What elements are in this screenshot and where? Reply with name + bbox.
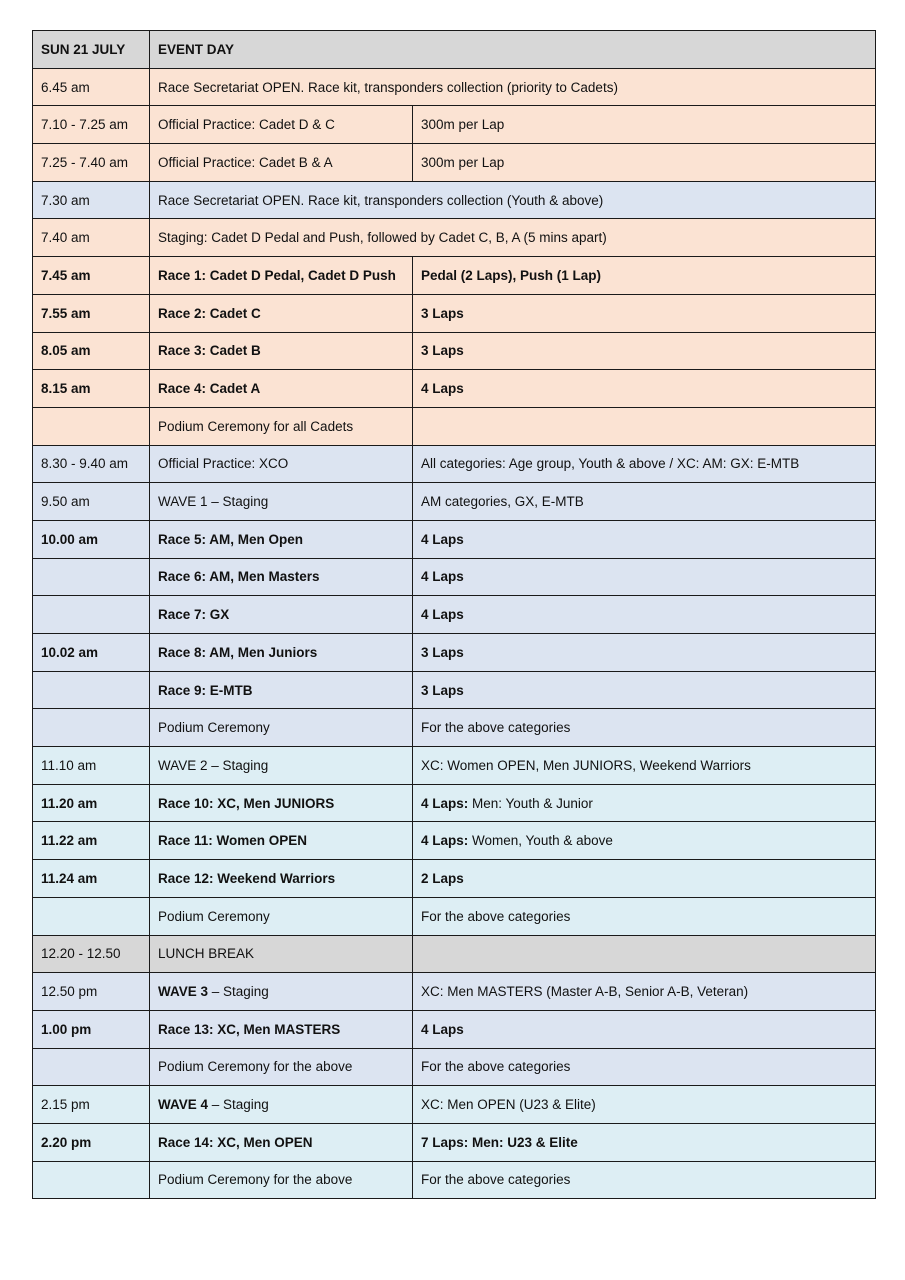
detail-cell bbox=[413, 822, 876, 860]
schedule-row bbox=[33, 483, 876, 521]
time-cell bbox=[33, 709, 150, 747]
time-cell bbox=[33, 897, 150, 935]
time-cell: 9.50 am bbox=[33, 483, 150, 521]
schedule-row bbox=[33, 897, 876, 935]
schedule-row bbox=[33, 596, 876, 634]
time-cell: 7.45 am bbox=[33, 257, 150, 295]
event-cell: Race 10: XC, Men JUNIORS bbox=[150, 784, 413, 822]
event-cell: Race 12: Weekend Warriors bbox=[150, 860, 413, 898]
time-cell bbox=[33, 558, 150, 596]
schedule-row bbox=[33, 144, 876, 182]
time-cell: 1.00 pm bbox=[33, 1010, 150, 1048]
schedule-row bbox=[33, 520, 876, 558]
schedule-row bbox=[33, 1123, 876, 1161]
time-cell: 8.30 - 9.40 am bbox=[33, 445, 150, 483]
detail-cell: 300m per Lap bbox=[413, 106, 876, 144]
detail-cell: 7 Laps: Men: U23 & Elite bbox=[413, 1123, 876, 1161]
time-cell: 12.20 - 12.50 bbox=[33, 935, 150, 973]
header-row bbox=[33, 31, 876, 69]
detail-cell: 4 Laps bbox=[413, 1010, 876, 1048]
detail-cell: 300m per Lap bbox=[413, 144, 876, 182]
event-cell: Official Practice: XCO bbox=[150, 445, 413, 483]
detail-cell: 3 Laps bbox=[413, 332, 876, 370]
time-cell: 6.45 am bbox=[33, 68, 150, 106]
event-label-bold: WAVE 3 bbox=[158, 984, 209, 1000]
event-cell: Race 3: Cadet B bbox=[150, 332, 413, 370]
detail-label-rest: Men: Youth & Junior bbox=[468, 795, 593, 811]
detail-cell: For the above categories bbox=[413, 1048, 876, 1086]
detail-cell bbox=[413, 407, 876, 445]
detail-cell: Pedal (2 Laps), Push (1 Lap) bbox=[413, 257, 876, 295]
time-cell: 7.10 - 7.25 am bbox=[33, 106, 150, 144]
schedule-row bbox=[33, 709, 876, 747]
detail-cell bbox=[413, 935, 876, 973]
event-cell: Official Practice: Cadet D & C bbox=[150, 106, 413, 144]
schedule-row bbox=[33, 445, 876, 483]
time-cell: 10.00 am bbox=[33, 520, 150, 558]
event-label-rest: – Staging bbox=[208, 984, 269, 1000]
schedule-row bbox=[33, 558, 876, 596]
schedule-row bbox=[33, 671, 876, 709]
detail-cell: XC: Men OPEN (U23 & Elite) bbox=[413, 1086, 876, 1124]
header-title: EVENT DAY bbox=[150, 31, 876, 69]
time-cell: 11.10 am bbox=[33, 747, 150, 785]
schedule-row bbox=[33, 1048, 876, 1086]
event-cell: Race 5: AM, Men Open bbox=[150, 520, 413, 558]
time-cell: 12.50 pm bbox=[33, 973, 150, 1011]
event-cell: Race 4: Cadet A bbox=[150, 370, 413, 408]
detail-cell: For the above categories bbox=[413, 897, 876, 935]
detail-cell: 4 Laps bbox=[413, 370, 876, 408]
time-cell: 11.20 am bbox=[33, 784, 150, 822]
event-cell bbox=[150, 1086, 413, 1124]
time-cell bbox=[33, 407, 150, 445]
event-cell: Podium Ceremony for all Cadets bbox=[150, 407, 413, 445]
time-cell: 8.15 am bbox=[33, 370, 150, 408]
schedule-row bbox=[33, 407, 876, 445]
detail-cell: 4 Laps bbox=[413, 596, 876, 634]
detail-cell: 4 Laps bbox=[413, 520, 876, 558]
schedule-body bbox=[33, 31, 876, 1199]
schedule-row bbox=[33, 332, 876, 370]
detail-cell bbox=[413, 784, 876, 822]
event-cell: Race 1: Cadet D Pedal, Cadet D Push bbox=[150, 257, 413, 295]
schedule-row bbox=[33, 370, 876, 408]
time-cell bbox=[33, 596, 150, 634]
event-cell: WAVE 2 – Staging bbox=[150, 747, 413, 785]
event-cell: Race 9: E-MTB bbox=[150, 671, 413, 709]
detail-cell: 2 Laps bbox=[413, 860, 876, 898]
event-cell bbox=[150, 973, 413, 1011]
detail-cell: XC: Women OPEN, Men JUNIORS, Weekend Warriors bbox=[413, 747, 876, 785]
event-label-bold: WAVE 4 bbox=[158, 1097, 209, 1113]
event-cell: Race 11: Women OPEN bbox=[150, 822, 413, 860]
time-cell bbox=[33, 1161, 150, 1199]
time-cell bbox=[33, 671, 150, 709]
event-cell: WAVE 1 – Staging bbox=[150, 483, 413, 521]
event-cell: Race 14: XC, Men OPEN bbox=[150, 1123, 413, 1161]
time-cell: 11.24 am bbox=[33, 860, 150, 898]
schedule-row bbox=[33, 106, 876, 144]
time-cell: 2.20 pm bbox=[33, 1123, 150, 1161]
schedule-row bbox=[33, 1161, 876, 1199]
detail-cell: 3 Laps bbox=[413, 294, 876, 332]
event-cell: Race Secretariat OPEN. Race kit, transponders collection (priority to Cadets) bbox=[150, 68, 876, 106]
schedule-row bbox=[33, 1010, 876, 1048]
schedule-row bbox=[33, 1086, 876, 1124]
event-cell: Official Practice: Cadet B & A bbox=[150, 144, 413, 182]
detail-label-bold: 4 Laps: bbox=[421, 833, 469, 849]
time-cell: 7.55 am bbox=[33, 294, 150, 332]
time-cell: 8.05 am bbox=[33, 332, 150, 370]
schedule-row bbox=[33, 973, 876, 1011]
event-cell: Race 2: Cadet C bbox=[150, 294, 413, 332]
event-cell: Podium Ceremony bbox=[150, 709, 413, 747]
event-cell: LUNCH BREAK bbox=[150, 935, 413, 973]
detail-label-bold: 4 Laps: bbox=[421, 795, 469, 811]
time-cell: 11.22 am bbox=[33, 822, 150, 860]
detail-cell: For the above categories bbox=[413, 1161, 876, 1199]
schedule-row bbox=[33, 747, 876, 785]
schedule-row bbox=[33, 860, 876, 898]
schedule-row bbox=[33, 822, 876, 860]
detail-cell: 3 Laps bbox=[413, 671, 876, 709]
event-schedule-table bbox=[32, 30, 876, 1199]
schedule-row bbox=[33, 784, 876, 822]
time-cell: 2.15 pm bbox=[33, 1086, 150, 1124]
event-cell: Podium Ceremony for the above bbox=[150, 1161, 413, 1199]
schedule-row bbox=[33, 181, 876, 219]
schedule-row bbox=[33, 219, 876, 257]
event-cell: Podium Ceremony bbox=[150, 897, 413, 935]
detail-cell: 3 Laps bbox=[413, 634, 876, 672]
event-cell: Race 6: AM, Men Masters bbox=[150, 558, 413, 596]
event-cell: Race 13: XC, Men MASTERS bbox=[150, 1010, 413, 1048]
detail-cell: AM categories, GX, E-MTB bbox=[413, 483, 876, 521]
event-cell: Podium Ceremony for the above bbox=[150, 1048, 413, 1086]
detail-cell: 4 Laps bbox=[413, 558, 876, 596]
schedule-row bbox=[33, 634, 876, 672]
time-cell: 7.40 am bbox=[33, 219, 150, 257]
header-day: SUN 21 JULY bbox=[33, 31, 150, 69]
event-cell: Staging: Cadet D Pedal and Push, followed by Cadet C, B, A (5 mins apart) bbox=[150, 219, 876, 257]
time-cell bbox=[33, 1048, 150, 1086]
detail-cell: For the above categories bbox=[413, 709, 876, 747]
event-cell: Race 8: AM, Men Juniors bbox=[150, 634, 413, 672]
detail-cell: XC: Men MASTERS (Master A-B, Senior A-B, Veteran) bbox=[413, 973, 876, 1011]
event-label-rest: – Staging bbox=[208, 1097, 269, 1113]
schedule-row bbox=[33, 68, 876, 106]
event-cell: Race Secretariat OPEN. Race kit, transponders collection (Youth & above) bbox=[150, 181, 876, 219]
detail-label-rest: Women, Youth & above bbox=[468, 833, 613, 849]
time-cell: 7.25 - 7.40 am bbox=[33, 144, 150, 182]
schedule-row bbox=[33, 935, 876, 973]
time-cell: 7.30 am bbox=[33, 181, 150, 219]
event-cell: Race 7: GX bbox=[150, 596, 413, 634]
schedule-row bbox=[33, 257, 876, 295]
detail-cell: All categories: Age group, Youth & above / XC: AM: GX: E-MTB bbox=[413, 445, 876, 483]
schedule-row bbox=[33, 294, 876, 332]
time-cell: 10.02 am bbox=[33, 634, 150, 672]
